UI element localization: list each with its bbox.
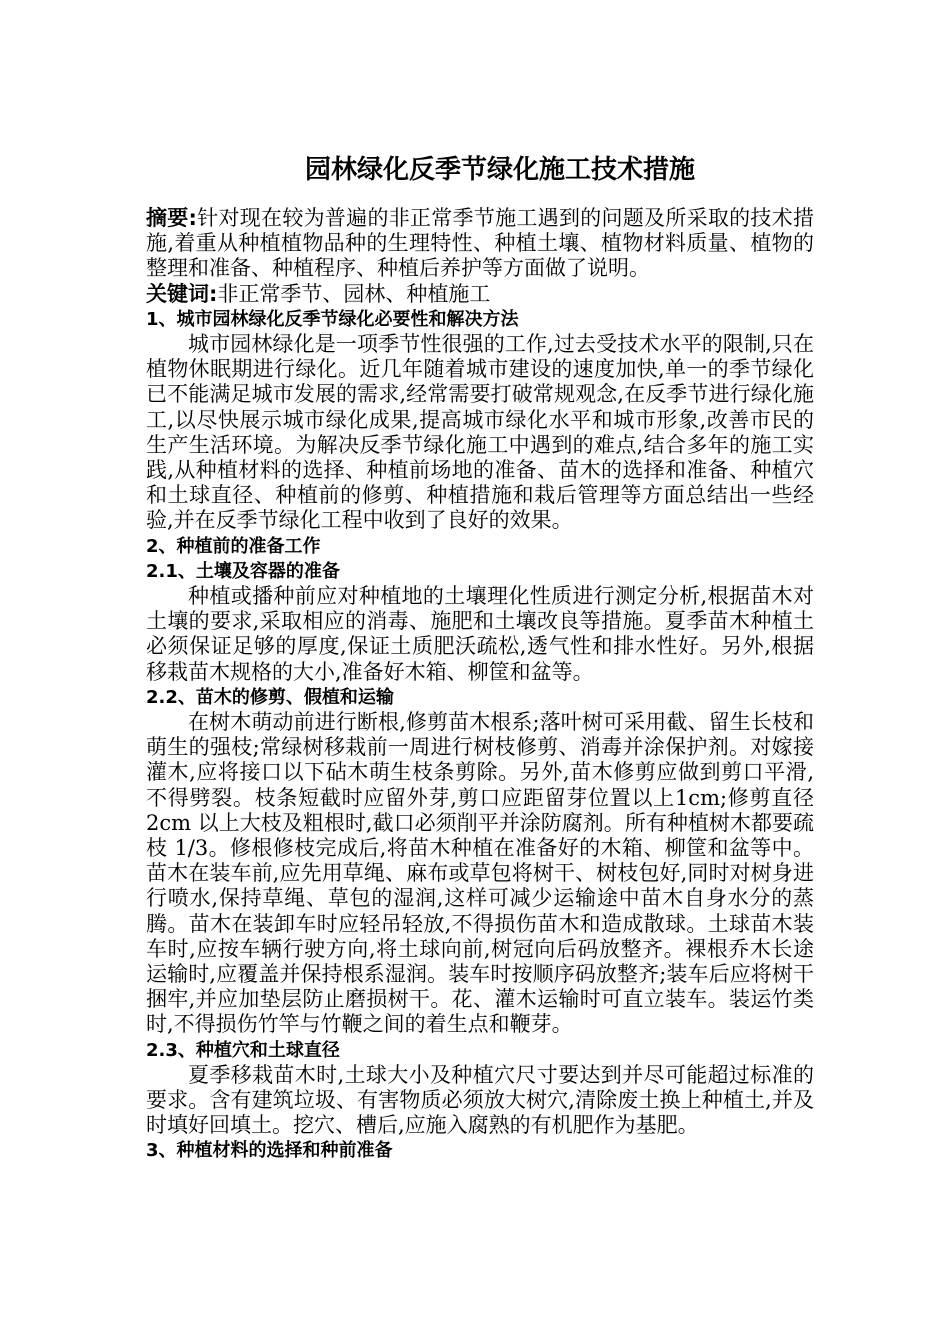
section-heading-1: 1、城市园林绿化反季节绿化必要性和解决方法 [146, 308, 519, 330]
abstract-label: 摘要: [146, 206, 197, 230]
section-body-2-1: 种植或播种前应对种植地的土壤理化性质进行测定分析,根据苗木对土壤的要求,采取相应的消毒、施肥和土壤改良等措施。夏季苗木种植土必须保证足够的厚度,保证土质肥沃疏松,透气性和排水性好。另外,根据移栽苗木规格的大小,准备好木箱、柳筐和盆等。 [146, 584, 814, 684]
section-heading-2: 2、种植前的准备工作 [146, 535, 321, 557]
keywords-text: 非正常季节、园林、种植施工 [217, 281, 491, 306]
document-title: 园林绿化反季节绿化施工技术措施 [304, 155, 695, 185]
section-heading-3: 3、种植材料的选择和种前准备 [146, 1140, 393, 1162]
section-heading-2-3: 2.3、种植穴和土球直径 [146, 1039, 340, 1061]
document-page [146, 150, 814, 1164]
keywords [146, 282, 814, 307]
section-heading-2-2: 2.2、苗木的修剪、假植和运输 [146, 686, 394, 708]
section-body-1: 城市园林绿化是一项季节性很强的工作,过去受技术水平的限制,只在植物休眠期进行绿化。近几年随着城市建设的速度加快,单一的季节绿化已不能满足城市发展的需求,经常需要打破常规观念,在反季节进行绿化施工,以尽快展示城市绿化成果,提高城市绿化水平和城市形象,改善市民的生产生活环境。为解决反季节绿化施工中遇到的难点,结合多年的施工实践,从种植材料的选择、种植前场地的准备、苗木的选择和准备、种植穴和土球直径、种植前的修剪、种植措施和栽后管理等方面总结出一些经验,并在反季节绿化工程中收到了良好的效果。 [146, 332, 814, 533]
section-body-2-3: 夏季移栽苗木时,土球大小及种植穴尺寸要达到并尽可能超过标准的要求。含有建筑垃圾、有害物质必须放大树穴,清除废土换上种植土,并及时填好回填土。挖穴、槽后,应施入腐熟的有机肥作为基肥。 [146, 1062, 814, 1138]
keywords-label: 关键词: [146, 281, 218, 306]
section-body-2-2: 在树木萌动前进行断根,修剪苗木根系;落叶树可采用截、留生长枝和萌生的强枝;常绿树移栽前一周进行树枝修剪、消毒并涂保护剂。对嫁接灌木,应将接口以下砧木萌生枝条剪除。另外,苗木修剪应做到剪口平滑,不得劈裂。枝条短截时应留外芽,剪口应距留芽位置以上1cm;修剪直径 2cm 以上大枝及粗根时,截口必须削平并涂防腐剂。所有种植树木都要疏枝 1/3。修根修枝完成后,将苗木种植在准备好的木箱、柳筐和盆等中。苗木在装车前,应先用草绳、麻布或草包将树干、树枝包好,同时对树身进行喷水,保持草绳、草包的湿润,这样可减少运输途中苗木自身水分的蒸腾。苗木在装卸车时应轻吊轻放,不得损伤苗木和造成散球。土球苗木装车时,应按车辆行驶方向,将土球向前,树冠向后码放整齐。裸根乔木长途运输时,应覆盖并保持根系湿润。装车时按顺序码放整齐;装车后应将树干捆牢,并应加垫层防止磨损树干。花、灌木运输时可直立装车。装运竹类时,不得损伤竹竿与竹鞭之间的着生点和鞭芽。 [146, 710, 814, 1037]
abstract [146, 206, 814, 282]
abstract-text: 针对现在较为普遍的非正常季节施工遇到的问题及所采取的技术措施,着重从种植植物品种的生理特性、种植土壤、植物材料质量、植物的整理和准备、种植程序、种植后养护等方面做了说明。 [146, 206, 814, 281]
section-heading-2-1: 2.1、土壤及容器的准备 [146, 560, 340, 582]
